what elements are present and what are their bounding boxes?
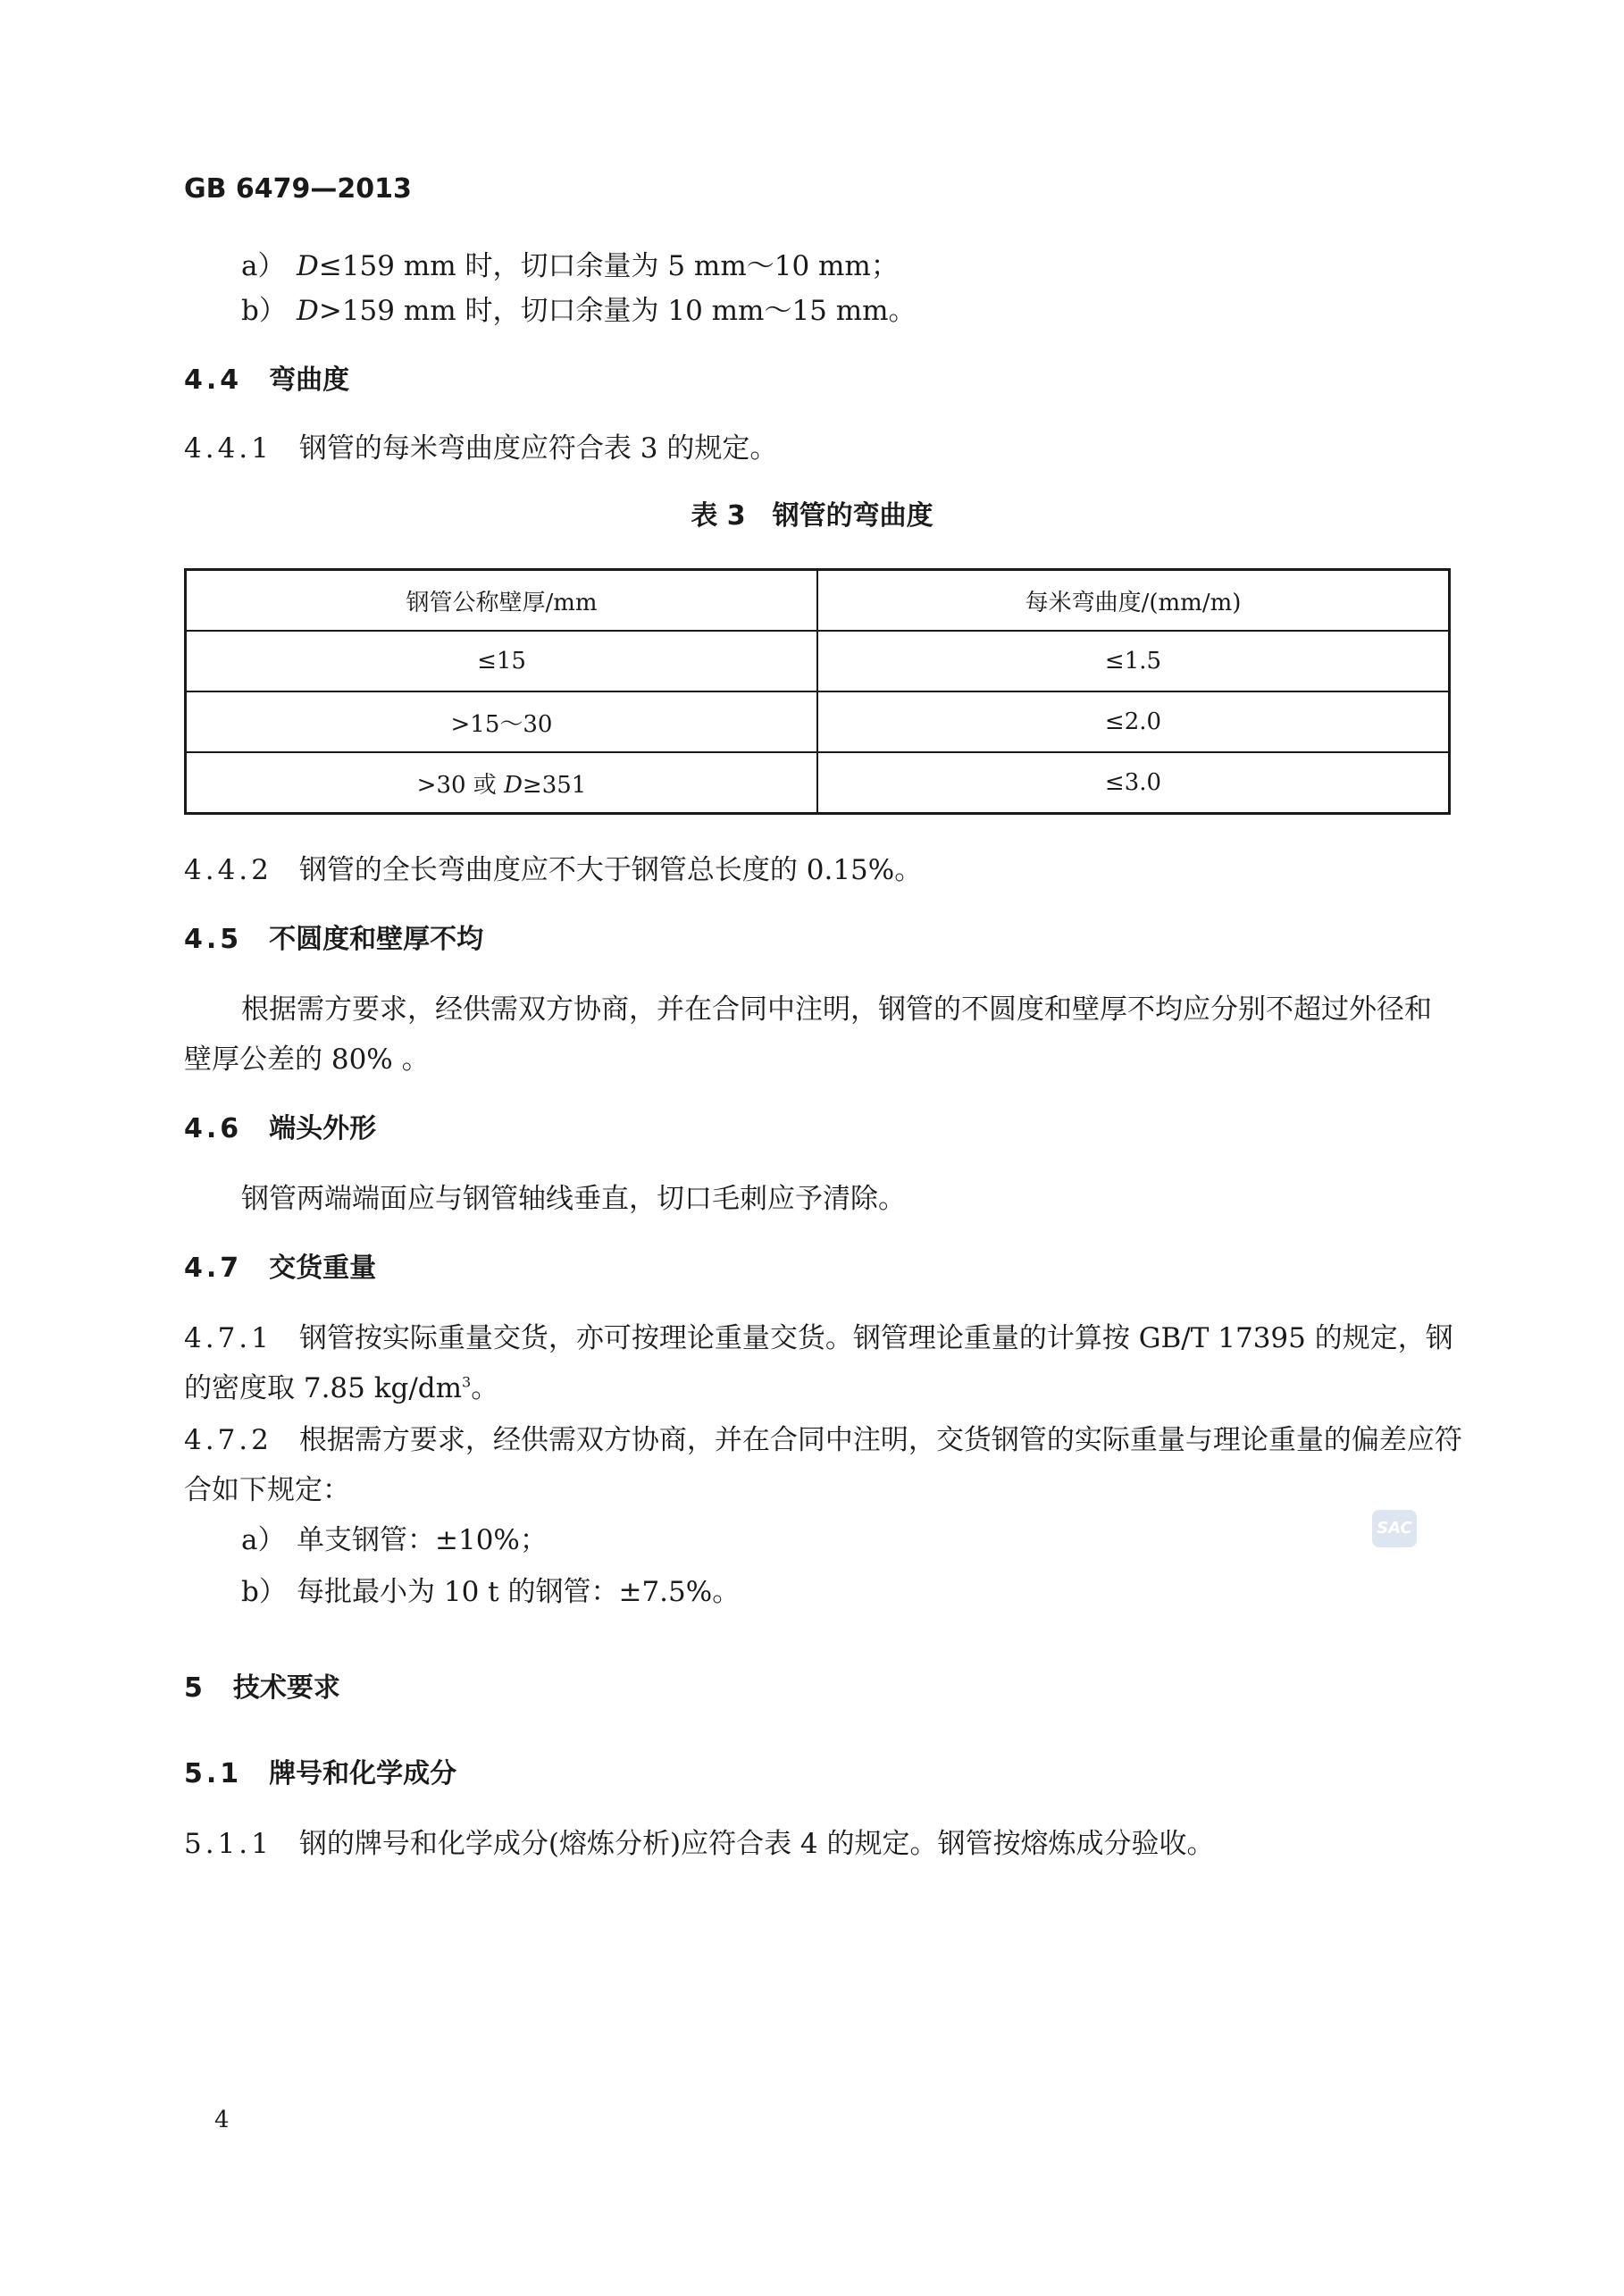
page-number: 4 [214,2107,230,2133]
table-cell: ≤2.0 [817,691,1450,752]
table-row [186,752,1450,814]
document-code: GB 6479—2013 [184,173,412,205]
list-item-text: ≤159 mm 时，切口余量为 5 mm～10 mm； [318,250,899,282]
list-item-letter: b） [241,1576,287,1608]
diameter-symbol: D [297,250,319,282]
table-cell: ≤1.5 [817,631,1450,691]
section-number: 5 [184,1672,206,1704]
section-title: 技术要求 [232,1672,340,1704]
table-header-row [186,570,1450,632]
paragraph-line: 根据需方要求，经供需双方协商，并在合同中注明，钢管的不圆度和壁厚不均应分别不超过外径和 [241,993,1432,1026]
section-title: 端头外形 [269,1113,377,1144]
list-item-letter: b） [241,295,287,327]
table-caption: 表 3 钢管的弯曲度 [691,500,933,532]
section-heading-4-6 [184,1111,376,1147]
section-number: 4.4 [184,365,243,396]
list-item [241,1522,548,1558]
clause-4-4-2 [184,852,922,888]
paragraph-line [184,1370,498,1406]
table-cell: ≤3.0 [817,752,1450,814]
list-item-letter: a） [241,1524,286,1556]
section-heading-4-4 [184,363,349,398]
table-cell: ≤15 [186,631,818,691]
list-item [241,293,917,329]
list-item-text: >159 mm 时，切口余量为 10 mm～15 mm。 [318,295,917,327]
section-title: 牌号和化学成分 [269,1758,457,1789]
table-cell [186,752,818,814]
section-number: 4.7 [184,1253,243,1284]
clause-text: 钢管的全长弯曲度应不大于钢管总长度的 0.15%。 [298,854,923,886]
clause-text: 根据需方要求，经供需双方协商，并在合同中注明，交货钢管的实际重量与理论重量的偏差应符 [298,1424,1462,1456]
clause-text: 钢管按实际重量交货，亦可按理论重量交货。钢管理论重量的计算按 GB/T 17395 的规定，钢 [298,1322,1453,1354]
section-heading-5-1 [184,1756,456,1792]
cell-text-post: ≥351 [522,771,587,799]
superscript: 3 [462,1373,472,1391]
clause-text: 钢管的每米弯曲度应符合表 3 的规定。 [298,432,778,465]
clause-5-1-1 [184,1826,1215,1862]
clause-4-7-1 [184,1320,1453,1356]
section-heading-5 [184,1671,340,1706]
column-header: 每米弯曲度/(mm/m) [817,570,1450,632]
paragraph-line: 壁厚公差的 80% 。 [184,1043,430,1076]
paragraph-line: 钢管两端端面应与钢管轴线垂直，切口毛刺应予清除。 [241,1183,906,1215]
clause-number: 4.7.1 [184,1322,272,1354]
table-row [186,631,1450,691]
bending-table [184,568,1451,815]
clause-text: 钢的牌号和化学成分(熔炼分析)应符合表 4 的规定。钢管按熔炼成分验收。 [298,1828,1215,1860]
diameter-symbol: D [297,295,319,327]
list-item-text: 单支钢管：±10%； [297,1524,548,1556]
paragraph-line: 合如下规定： [184,1474,350,1506]
clause-number: 4.4.2 [184,854,272,886]
sac-watermark-logo: SAC [1372,1510,1417,1547]
clause-number: 5.1.1 [184,1828,272,1860]
section-number: 5.1 [184,1758,243,1789]
clause-4-4-1 [184,431,777,466]
cell-text-pre: >30 或 [416,771,505,799]
clause-number: 4.7.2 [184,1424,272,1456]
table-cell: >15～30 [186,691,818,752]
density-text: 的密度取 7.85 kg/dm [184,1372,463,1404]
section-title: 弯曲度 [269,365,350,396]
clause-4-7-2 [184,1422,1462,1458]
diameter-symbol: D [504,771,523,799]
column-header: 钢管公称壁厚/mm [186,570,818,632]
list-item-text: 每批最小为 10 t 的钢管：±7.5%。 [297,1576,741,1608]
period: 。 [471,1372,499,1404]
section-title: 交货重量 [269,1253,377,1284]
list-item [241,1574,740,1610]
section-title: 不圆度和壁厚不均 [269,924,484,955]
section-number: 4.5 [184,924,243,955]
list-item-letter: a） [241,250,286,282]
list-item [241,248,899,284]
section-heading-4-7 [184,1251,376,1286]
table-row [186,691,1450,752]
clause-number: 4.4.1 [184,432,272,465]
section-number: 4.6 [184,1113,243,1144]
section-heading-4-5 [184,922,483,958]
